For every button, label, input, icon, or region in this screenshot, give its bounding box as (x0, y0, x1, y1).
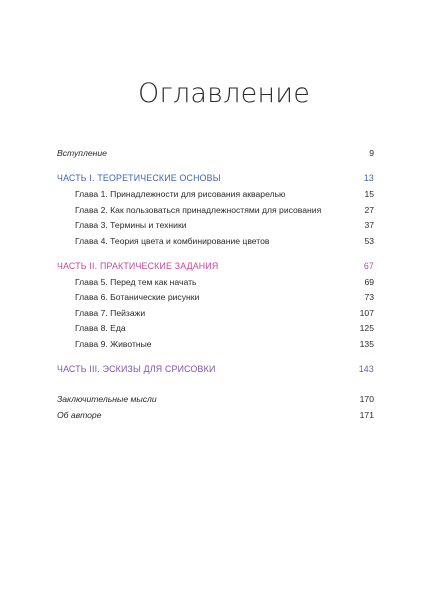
toc-entry-page: 171 (359, 410, 374, 420)
toc-entry-closing[interactable] (57, 392, 374, 406)
toc-entry-label: Заключительные мысли (57, 394, 157, 404)
toc-part-label: ЧАСТЬ II. ПРАКТИЧЕСКИЕ ЗАДАНИЯ (57, 261, 219, 271)
toc-chapter-label: Глава 4. Теория цвета и комбинирование цветов (75, 236, 270, 246)
toc-entry-page: 170 (359, 394, 374, 404)
toc-chapter-page: 53 (364, 236, 374, 246)
toc-entry-author[interactable] (57, 408, 374, 422)
toc-chapter-page: 27 (364, 205, 374, 215)
toc-part-1[interactable] (57, 171, 374, 185)
toc-entry-label: Вступление (57, 148, 107, 158)
toc-entry-intro[interactable] (57, 146, 374, 160)
toc-chapter-page: 37 (364, 220, 374, 230)
toc-chapter-4[interactable] (57, 234, 374, 248)
toc-part-label: ЧАСТЬ III. ЭСКИЗЫ ДЛЯ СРИСОВКИ (57, 364, 216, 374)
toc-part-3[interactable] (57, 362, 374, 376)
toc-chapter-8[interactable] (57, 321, 374, 335)
toc-chapter-label: Глава 1. Принадлежности для рисования акварелью (75, 189, 286, 199)
toc-part-page: 13 (363, 173, 374, 183)
toc-entry-label: Об авторе (57, 410, 102, 420)
toc-chapter-6[interactable] (57, 290, 374, 304)
toc-chapter-page: 135 (359, 339, 374, 349)
toc-chapter-7[interactable] (57, 306, 374, 320)
toc-chapter-label: Глава 5. Перед тем как начать (75, 277, 197, 287)
toc-chapter-1[interactable] (57, 187, 374, 201)
toc-chapter-page: 73 (364, 292, 374, 302)
toc-chapter-label: Глава 7. Пейзажи (75, 308, 146, 318)
toc-chapter-label: Глава 2. Как пользоваться принадлежностями для рисования (75, 205, 322, 215)
toc-chapter-label: Глава 6. Ботанические рисунки (75, 292, 200, 302)
toc-part-label: ЧАСТЬ I. ТЕОРЕТИЧЕСКИЕ ОСНОВЫ (57, 173, 221, 183)
toc-chapter-9[interactable] (57, 337, 374, 351)
toc-chapter-3[interactable] (57, 218, 374, 232)
toc-entry-page: 9 (369, 148, 374, 158)
toc-chapter-label: Глава 3. Термины и техники (75, 220, 187, 230)
toc-chapter-page: 107 (359, 308, 374, 318)
toc-part-2[interactable] (57, 259, 374, 273)
toc-part-page: 67 (363, 261, 374, 271)
toc-chapter-page: 15 (364, 189, 374, 199)
toc-chapter-label: Глава 9. Животные (75, 339, 152, 349)
toc-chapter-2[interactable] (57, 203, 374, 217)
toc-chapter-label: Глава 8. Еда (75, 323, 126, 333)
page-title: Оглавление (137, 78, 311, 109)
toc-chapter-5[interactable] (57, 275, 374, 289)
toc-chapter-page: 125 (359, 323, 374, 333)
toc-part-page: 143 (358, 364, 374, 374)
toc-chapter-page: 69 (364, 277, 374, 287)
